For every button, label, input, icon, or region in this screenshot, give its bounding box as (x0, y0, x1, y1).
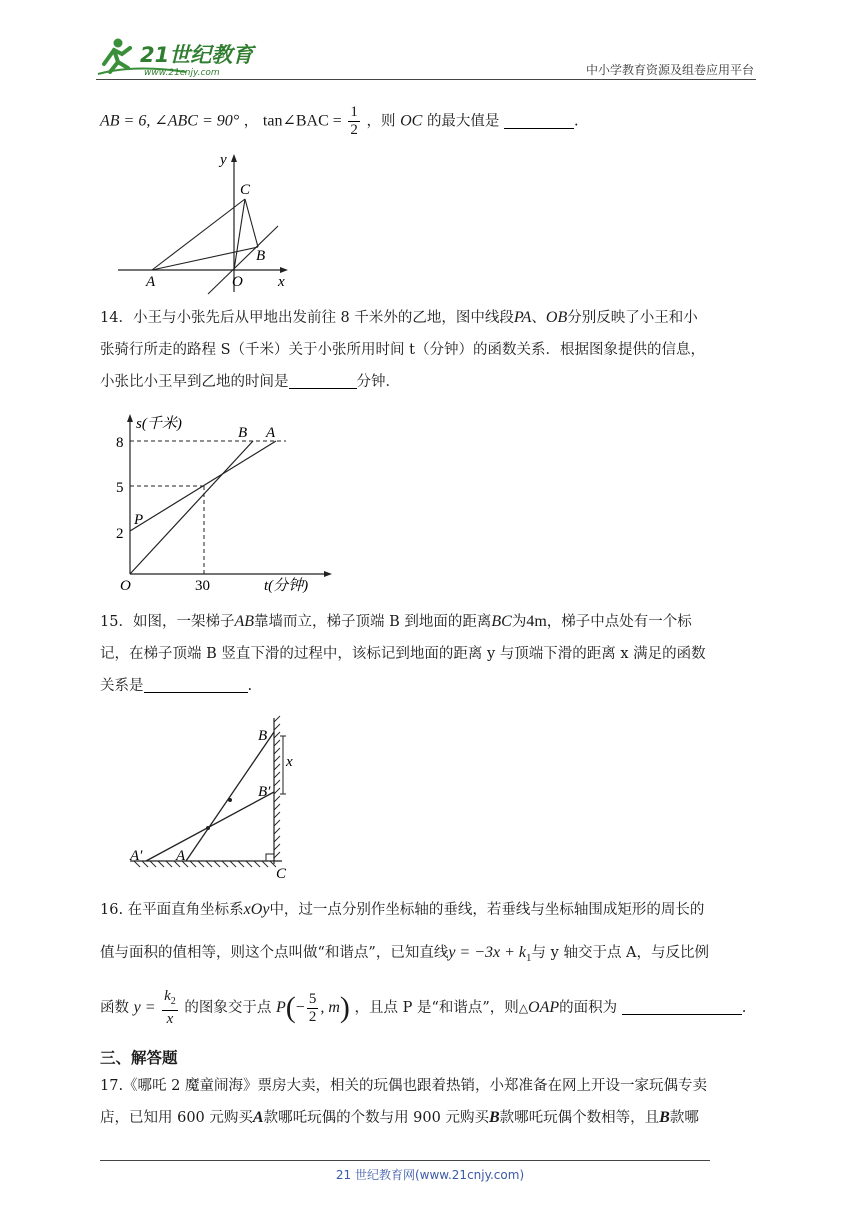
q15-text: 15．如图，一架梯子AB靠墙而立，梯子顶端 B 到地面的距离BC为4m，梯子中点处有一个标 记，在梯子顶端 B 竖直下滑的过程中，该标记到地面的距离 y 与顶端下滑的距离 x 满足的函数 关系是 . (100, 613, 706, 694)
svg-text:30: 30 (195, 578, 210, 594)
svg-text:y: y (220, 152, 227, 168)
q16-text-2: 值与面积的值相等，则这个点叫做“和谐点”，已知直线$y = -3x + k_1$与 y 轴交于点 A，与反比例 (100, 944, 710, 964)
svg-text:21世纪教育: 21世纪教育 (140, 43, 254, 67)
svg-text:B: B (256, 248, 266, 264)
q13-tan: tan∠BAC = (262, 112, 342, 130)
answer-blank[interactable] (289, 372, 357, 389)
svg-text:A: A (266, 425, 276, 441)
q13-text: AB = 6, ∠ABC = 90° ， tan∠BAC = $\frac{1}{2}$ ，则 OC 的最大值是 . (100, 104, 579, 138)
svg-text:B: B (258, 728, 268, 744)
svg-text:t(分钟): t(分钟) (264, 578, 309, 594)
svg-text:B: B (238, 425, 248, 441)
section-title: 三、解答题 (100, 1049, 178, 1067)
q17-text: 17.《哪吒 2 魔童闹海》票房大卖，相关的玩偶也跟着热销，小郑准备在网上开设一家玩偶专卖 店，已知用 600 元购买A款哪吒玩偶的个数与用 900 元购买B款哪吒玩偶个数相等，且B款哪 (100, 1078, 707, 1126)
svg-text:C: C (276, 866, 287, 878)
answer-blank[interactable] (504, 112, 574, 129)
page-header (96, 30, 756, 80)
svg-text:B′: B′ (258, 784, 271, 800)
svg-text:x: x (278, 274, 285, 290)
q16-text: 16. 在平面直角坐标系xOy中，过一点分别作坐标轴的垂线，若垂线与坐标轴围成矩形的周长的 (100, 901, 705, 918)
svg-text:A′: A′ (130, 848, 143, 864)
svg-text:C: C (240, 182, 251, 198)
svg-text:O: O (232, 274, 243, 290)
q14-figure (110, 408, 340, 594)
header-divider (96, 79, 756, 80)
svg-text:O: O (120, 578, 131, 594)
svg-text:A: A (146, 274, 156, 290)
q13-condition: AB = 6, ∠ABC = 90° (100, 112, 240, 130)
svg-text:s(千米): s(千米) (136, 416, 182, 432)
footer-divider (100, 1160, 710, 1161)
svg-text:A: A (176, 848, 186, 864)
svg-text:P: P (134, 512, 144, 528)
q13-figure (112, 146, 292, 296)
q13-fraction: $\frac{1}{2}$ (350, 104, 358, 138)
platform-name: 中小学教育资源及组卷应用平台 (585, 63, 754, 77)
q14-text: 14．小王与小张先后从甲地出发前往 8 千米外的乙地，图中线段PA、OB分别反映了小王和小 张骑行所走的路程 S（千米）关于小张所用时间 t（分钟）的函数关系．根据图象提供的信息， 小张比小王早到乙地的时间是 分钟． (100, 309, 705, 390)
svg-text:5: 5 (116, 480, 124, 496)
q16-text-3: 函数 y = $\frac{k_2}{x}$ 的图象交于点 P(− $\frac{5}{2}$ , m) ，且点 P 是“和谐点”，则△OAP的面积为 . (100, 988, 747, 1027)
footer-link[interactable]: 21 世纪教育网(www.21cnjy.com) (335, 1168, 525, 1182)
logo-icon (96, 34, 266, 78)
q15-figure (120, 714, 320, 878)
svg-text:www.21cnjy.com: www.21cnjy.com (144, 68, 220, 78)
answer-blank[interactable] (622, 998, 742, 1015)
answer-blank[interactable] (144, 676, 248, 693)
svg-text:2: 2 (116, 526, 124, 542)
svg-text:x: x (286, 754, 293, 770)
svg-text:8: 8 (116, 435, 124, 451)
